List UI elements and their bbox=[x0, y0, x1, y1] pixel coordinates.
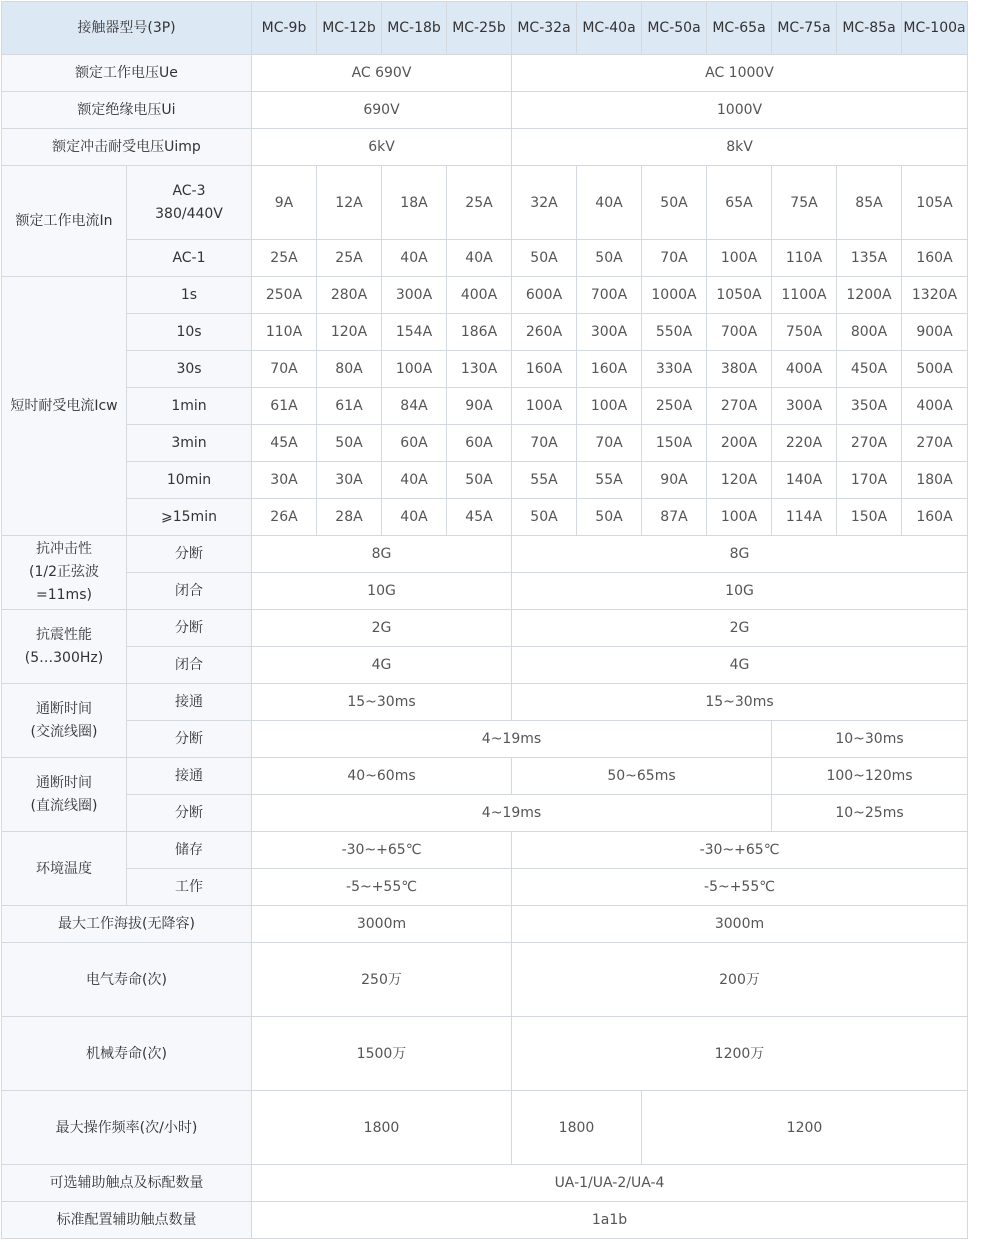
cell-value: 1000V bbox=[512, 92, 968, 129]
row-label: 标准配置辅助触点数量 bbox=[2, 1202, 252, 1239]
cell-value: 1000A bbox=[642, 277, 707, 314]
cell-value: 65A bbox=[707, 166, 772, 240]
cell-value: 120A bbox=[707, 462, 772, 499]
cell-value: 160A bbox=[577, 351, 642, 388]
cell-value: 10G bbox=[252, 573, 512, 610]
cell-value: 220A bbox=[772, 425, 837, 462]
cell-value: 110A bbox=[772, 240, 837, 277]
sub-label: 10min bbox=[127, 462, 252, 499]
cell-value: 40A bbox=[447, 240, 512, 277]
cell-value: 300A bbox=[772, 388, 837, 425]
cell-value: 84A bbox=[382, 388, 447, 425]
cell-value: 150A bbox=[837, 499, 902, 536]
cell-value: 100A bbox=[707, 499, 772, 536]
row-label: 额定绝缘电压Ui bbox=[2, 92, 252, 129]
sub-label: 1s bbox=[127, 277, 252, 314]
table-row bbox=[2, 943, 968, 1017]
table-row bbox=[2, 795, 968, 832]
table-row bbox=[2, 906, 968, 943]
cell-value: 50~65ms bbox=[512, 758, 772, 795]
cell-value: 40A bbox=[382, 499, 447, 536]
group-label: 环境温度 bbox=[2, 832, 127, 906]
cell-value: 1800 bbox=[512, 1091, 642, 1165]
cell-value: 90A bbox=[447, 388, 512, 425]
cell-value: 15~30ms bbox=[252, 684, 512, 721]
table-row bbox=[2, 425, 968, 462]
cell-value: 60A bbox=[447, 425, 512, 462]
cell-value: 450A bbox=[837, 351, 902, 388]
table-row bbox=[2, 277, 968, 314]
cell-value: 3000m bbox=[512, 906, 968, 943]
cell-value: 70A bbox=[512, 425, 577, 462]
cell-value: -30~+65℃ bbox=[512, 832, 968, 869]
model-header: MC-12b bbox=[317, 2, 382, 55]
cell-value: 500A bbox=[902, 351, 968, 388]
cell-value: 600A bbox=[512, 277, 577, 314]
sub-label: AC-3 380/440V bbox=[127, 166, 252, 240]
cell-value: 1200 bbox=[642, 1091, 968, 1165]
cell-value: 700A bbox=[707, 314, 772, 351]
cell-value: 50A bbox=[577, 240, 642, 277]
sub-label: 1min bbox=[127, 388, 252, 425]
row-label: 最大操作频率(次/小时) bbox=[2, 1091, 252, 1165]
cell-value: 160A bbox=[902, 499, 968, 536]
cell-value: 45A bbox=[447, 499, 512, 536]
model-header: MC-25b bbox=[447, 2, 512, 55]
cell-value: 1800 bbox=[252, 1091, 512, 1165]
cell-value: 45A bbox=[252, 425, 317, 462]
cell-value: 1200A bbox=[837, 277, 902, 314]
cell-value: 50A bbox=[512, 240, 577, 277]
model-header: MC-32a bbox=[512, 2, 577, 55]
table-row bbox=[2, 462, 968, 499]
model-label: 接触器型号(3P) bbox=[2, 2, 252, 55]
cell-value: 900A bbox=[902, 314, 968, 351]
cell-value: 4G bbox=[252, 647, 512, 684]
group-label: 抗震性能 (5…300Hz) bbox=[2, 610, 127, 684]
cell-value: 270A bbox=[902, 425, 968, 462]
row-label: 额定工作电压Ue bbox=[2, 55, 252, 92]
cell-value: 55A bbox=[577, 462, 642, 499]
cell-value: 3000m bbox=[252, 906, 512, 943]
cell-value: 1200万 bbox=[512, 1017, 968, 1091]
sub-label: 3min bbox=[127, 425, 252, 462]
sub-label: 储存 bbox=[127, 832, 252, 869]
cell-value: 10~30ms bbox=[772, 721, 968, 758]
cell-value: 61A bbox=[252, 388, 317, 425]
cell-value: AC 1000V bbox=[512, 55, 968, 92]
table-row bbox=[2, 1202, 968, 1239]
cell-value: 280A bbox=[317, 277, 382, 314]
cell-value: 4~19ms bbox=[252, 721, 772, 758]
cell-value: 70A bbox=[252, 351, 317, 388]
row-label: 电气寿命(次) bbox=[2, 943, 252, 1017]
cell-value: 15~30ms bbox=[512, 684, 968, 721]
cell-value: 550A bbox=[642, 314, 707, 351]
cell-value: 380A bbox=[707, 351, 772, 388]
cell-value: 61A bbox=[317, 388, 382, 425]
cell-value: 350A bbox=[837, 388, 902, 425]
cell-value: 30A bbox=[252, 462, 317, 499]
table-row bbox=[2, 573, 968, 610]
cell-value: 10G bbox=[512, 573, 968, 610]
cell-value: 1320A bbox=[902, 277, 968, 314]
cell-value: 9A bbox=[252, 166, 317, 240]
table-row bbox=[2, 721, 968, 758]
group-label: 通断时间 (直流线圈) bbox=[2, 758, 127, 832]
cell-value: 300A bbox=[382, 277, 447, 314]
cell-value: 700A bbox=[577, 277, 642, 314]
cell-value: 100A bbox=[577, 388, 642, 425]
cell-value: 2G bbox=[252, 610, 512, 647]
cell-value: 55A bbox=[512, 462, 577, 499]
cell-value: 12A bbox=[317, 166, 382, 240]
cell-value: 800A bbox=[837, 314, 902, 351]
cell-value: 270A bbox=[837, 425, 902, 462]
cell-value: 26A bbox=[252, 499, 317, 536]
cell-value: 75A bbox=[772, 166, 837, 240]
table-row bbox=[2, 610, 968, 647]
cell-value: 105A bbox=[902, 166, 968, 240]
cell-value: 70A bbox=[642, 240, 707, 277]
table-row bbox=[2, 388, 968, 425]
cell-value: 270A bbox=[707, 388, 772, 425]
cell-value: 160A bbox=[512, 351, 577, 388]
cell-value: 90A bbox=[642, 462, 707, 499]
cell-value: 114A bbox=[772, 499, 837, 536]
cell-value: 100A bbox=[512, 388, 577, 425]
cell-value: 8G bbox=[512, 536, 968, 573]
table-row bbox=[2, 55, 968, 92]
cell-value: 40A bbox=[382, 462, 447, 499]
sub-label: ⩾15min bbox=[127, 499, 252, 536]
sub-label: 闭合 bbox=[127, 573, 252, 610]
cell-value: 85A bbox=[837, 166, 902, 240]
cell-value: 130A bbox=[447, 351, 512, 388]
cell-value: -5~+55℃ bbox=[252, 869, 512, 906]
cell-value: 400A bbox=[772, 351, 837, 388]
cell-value: AC 690V bbox=[252, 55, 512, 92]
cell-value: 87A bbox=[642, 499, 707, 536]
model-header: MC-75a bbox=[772, 2, 837, 55]
cell-value: 25A bbox=[317, 240, 382, 277]
cell-value: 170A bbox=[837, 462, 902, 499]
cell-value: 32A bbox=[512, 166, 577, 240]
cell-value: 30A bbox=[317, 462, 382, 499]
cell-value: 50A bbox=[447, 462, 512, 499]
cell-value: 8G bbox=[252, 536, 512, 573]
row-label: 机械寿命(次) bbox=[2, 1017, 252, 1091]
cell-value: -30~+65℃ bbox=[252, 832, 512, 869]
sub-label: 接通 bbox=[127, 684, 252, 721]
cell-value: 400A bbox=[447, 277, 512, 314]
table-row bbox=[2, 92, 968, 129]
cell-value: 250A bbox=[642, 388, 707, 425]
cell-value: 690V bbox=[252, 92, 512, 129]
cell-value: 100~120ms bbox=[772, 758, 968, 795]
header-row bbox=[2, 2, 968, 55]
cell-value: 186A bbox=[447, 314, 512, 351]
table-row bbox=[2, 166, 968, 240]
sub-label: 分断 bbox=[127, 721, 252, 758]
row-label: 最大工作海拔(无降容) bbox=[2, 906, 252, 943]
model-header: MC-65a bbox=[707, 2, 772, 55]
table-row bbox=[2, 1017, 968, 1091]
sub-label: 分断 bbox=[127, 610, 252, 647]
cell-value: 135A bbox=[837, 240, 902, 277]
cell-value: 40~60ms bbox=[252, 758, 512, 795]
cell-value: 1500万 bbox=[252, 1017, 512, 1091]
cell-value: 1100A bbox=[772, 277, 837, 314]
cell-value: 140A bbox=[772, 462, 837, 499]
cell-value: 154A bbox=[382, 314, 447, 351]
table-row bbox=[2, 1165, 968, 1202]
cell-value: 4~19ms bbox=[252, 795, 772, 832]
cell-value: 50A bbox=[577, 499, 642, 536]
cell-value: 2G bbox=[512, 610, 968, 647]
sub-label: 闭合 bbox=[127, 647, 252, 684]
cell-value: 200A bbox=[707, 425, 772, 462]
cell-value: 60A bbox=[382, 425, 447, 462]
table-row bbox=[2, 647, 968, 684]
cell-value: 160A bbox=[902, 240, 968, 277]
cell-value: 250万 bbox=[252, 943, 512, 1017]
model-header: MC-40a bbox=[577, 2, 642, 55]
model-header: MC-50a bbox=[642, 2, 707, 55]
cell-value: 250A bbox=[252, 277, 317, 314]
cell-value: 10~25ms bbox=[772, 795, 968, 832]
group-label: 短时耐受电流Icw bbox=[2, 277, 127, 536]
sub-label: 分断 bbox=[127, 536, 252, 573]
cell-value: 40A bbox=[382, 240, 447, 277]
cell-value: 50A bbox=[317, 425, 382, 462]
table-row bbox=[2, 536, 968, 573]
cell-value: 180A bbox=[902, 462, 968, 499]
sub-label: AC-1 bbox=[127, 240, 252, 277]
table-row bbox=[2, 832, 968, 869]
model-header: MC-85a bbox=[837, 2, 902, 55]
cell-value: 1050A bbox=[707, 277, 772, 314]
cell-value: 1a1b bbox=[252, 1202, 968, 1239]
table-row bbox=[2, 499, 968, 536]
row-label: 额定冲击耐受电压Uimp bbox=[2, 129, 252, 166]
cell-value: 150A bbox=[642, 425, 707, 462]
cell-value: 4G bbox=[512, 647, 968, 684]
cell-value: -5~+55℃ bbox=[512, 869, 968, 906]
table-row bbox=[2, 758, 968, 795]
sub-label: 30s bbox=[127, 351, 252, 388]
sub-label: 工作 bbox=[127, 869, 252, 906]
cell-value: 200万 bbox=[512, 943, 968, 1017]
table-row bbox=[2, 314, 968, 351]
sub-label: 接通 bbox=[127, 758, 252, 795]
sub-label: 分断 bbox=[127, 795, 252, 832]
cell-value: 750A bbox=[772, 314, 837, 351]
table-row bbox=[2, 1091, 968, 1165]
cell-value: 100A bbox=[382, 351, 447, 388]
cell-value: 50A bbox=[642, 166, 707, 240]
table-row bbox=[2, 129, 968, 166]
cell-value: 100A bbox=[707, 240, 772, 277]
cell-value: 28A bbox=[317, 499, 382, 536]
row-label: 可选辅助触点及标配数量 bbox=[2, 1165, 252, 1202]
spec-table bbox=[1, 1, 968, 1239]
cell-value: 400A bbox=[902, 388, 968, 425]
table-row bbox=[2, 351, 968, 388]
table-row bbox=[2, 684, 968, 721]
group-label: 抗冲击性 (1/2正弦波 =11ms) bbox=[2, 536, 127, 610]
cell-value: 18A bbox=[382, 166, 447, 240]
cell-value: UA-1/UA-2/UA-4 bbox=[252, 1165, 968, 1202]
cell-value: 40A bbox=[577, 166, 642, 240]
cell-value: 6kV bbox=[252, 129, 512, 166]
cell-value: 300A bbox=[577, 314, 642, 351]
cell-value: 25A bbox=[447, 166, 512, 240]
cell-value: 70A bbox=[577, 425, 642, 462]
cell-value: 80A bbox=[317, 351, 382, 388]
cell-value: 50A bbox=[512, 499, 577, 536]
group-label: 额定工作电流In bbox=[2, 166, 127, 277]
cell-value: 330A bbox=[642, 351, 707, 388]
cell-value: 260A bbox=[512, 314, 577, 351]
model-header: MC-9b bbox=[252, 2, 317, 55]
cell-value: 25A bbox=[252, 240, 317, 277]
table-row bbox=[2, 240, 968, 277]
table-row bbox=[2, 869, 968, 906]
cell-value: 8kV bbox=[512, 129, 968, 166]
sub-label: 10s bbox=[127, 314, 252, 351]
cell-value: 110A bbox=[252, 314, 317, 351]
group-label: 通断时间 (交流线圈) bbox=[2, 684, 127, 758]
model-header: MC-100a bbox=[902, 2, 968, 55]
model-header: MC-18b bbox=[382, 2, 447, 55]
cell-value: 120A bbox=[317, 314, 382, 351]
